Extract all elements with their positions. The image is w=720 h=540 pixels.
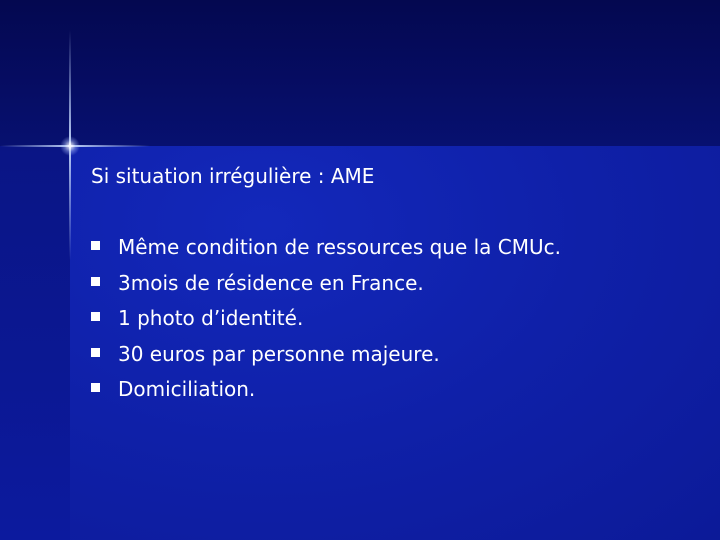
left-band: [0, 146, 70, 540]
bullet-square-icon: [91, 348, 100, 357]
list-item: [91, 265, 561, 301]
bullet-text: 3mois de résidence en France.: [118, 270, 424, 295]
bullet-text: 30 euros par personne majeure.: [118, 341, 440, 366]
bullet-square-icon: [91, 241, 100, 250]
list-item: [91, 336, 561, 372]
bullet-list: [91, 229, 561, 407]
bullet-square-icon: [91, 277, 100, 286]
header-band: [0, 0, 720, 146]
bullet-text: Domiciliation.: [118, 376, 256, 401]
list-item: [91, 229, 561, 265]
slide-title: Si situation irrégulière : AME: [91, 164, 375, 188]
list-item: [91, 371, 561, 407]
bullet-square-icon: [91, 312, 100, 321]
bullet-square-icon: [91, 383, 100, 392]
sparkle-star-icon: [60, 136, 80, 156]
list-item: [91, 300, 561, 336]
bullet-text: 1 photo d’identité.: [118, 305, 304, 330]
bullet-text: Même condition de ressources que la CMUc.: [118, 234, 562, 259]
